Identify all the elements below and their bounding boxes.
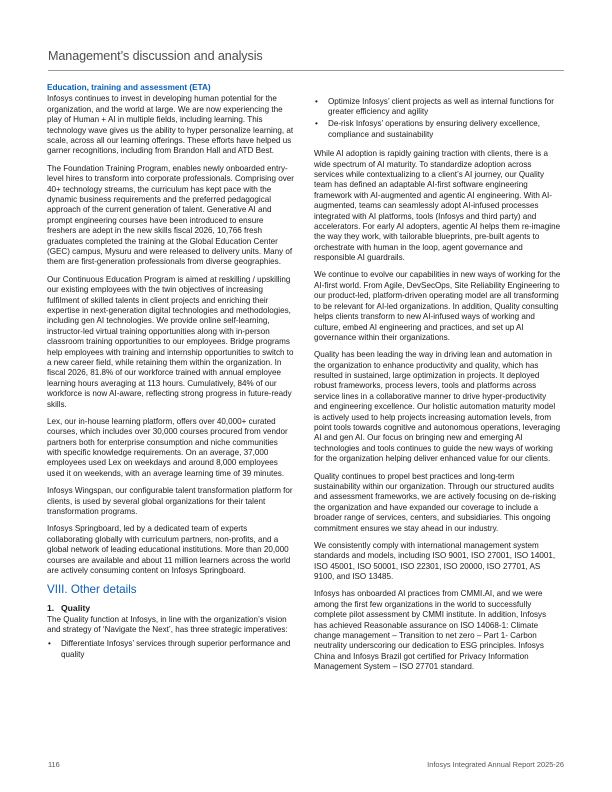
bullet-icon: • bbox=[315, 97, 318, 106]
eta-paragraph: Our Continuous Education Program is aimed at reskilling / upskilling our existing employees with the twin objectives of increasing fulfilment of skilled talents in client projects and enriching their expertise in next-generation digital technologies and methodologies, including gen AI technologies. We provide online self-learning, instructor-led virtual training opportunities along with in-person classroom training opportunities to our employees. Bridge programs help employees with training and internship opportunities to switch to a new career field, while retaining them within the organization. In fiscal 2026, 81.8% of our workforce trained with annual employee learning hours averaging at 113 hours. Cumulatively, 84% of our workforce is now AI-aware, reflecting strong progress in future-ready skills. bbox=[47, 274, 294, 409]
list-item bbox=[314, 97, 561, 118]
right-column bbox=[314, 97, 561, 680]
bullet-text: De-risk Infosys’ operations by ensuring delivery excellence, compliance and sustainability bbox=[328, 119, 541, 139]
eta-paragraph: Infosys continues to invest in developing human potential for the organization, and the world at large. We are now experiencing the play of Human + AI in multiple fields, including learning. This technology wave gives us the ability to hyper personalize learning, at scale, across all our learning offerings. These efforts have helped us garner recognitions, including from Brandon Hall and ATD Best. bbox=[47, 94, 294, 156]
quality-paragraph: We consistently comply with international management system standards and models, including ISO 9001, ISO 27001, ISO 14001, ISO 45001, ISO 50001, ISO 22301, ISO 20000, ISO 27701, AS 9100, and ISO 13485. bbox=[314, 540, 556, 582]
eta-paragraph: Lex, our in-house learning platform, offers over 40,000+ curated courses, which includes over 30,000 courses procured from vendor partners both for enterprise consumption and niche communities with specific knowledge requirements. On an average, 37,000 employees used Lex on weekdays and around 8,000 employees used it on weekends, with an average learning time of 39 minutes. bbox=[47, 416, 288, 478]
quality-heading bbox=[47, 603, 294, 613]
quality-title: Quality bbox=[61, 603, 91, 614]
quality-number: 1. bbox=[47, 603, 55, 614]
list-item bbox=[47, 639, 294, 660]
imperatives-bullet-list bbox=[314, 97, 561, 140]
quality-bullet-list bbox=[47, 639, 294, 660]
quality-paragraph: We continue to evolve our capabilities in new ways of working for the AI-first world. From Agile, DevSecOps, Site Reliability Engineering to our product-led, platform-driven operating model are all transforming to be relevant for AI-led organizations. In addition, Quality consulting helps clients transform to new AI-infused ways of working and culture, embed AI engineering and practices, and set up AI governance within their organizations. bbox=[314, 270, 561, 342]
report-title: Infosys Integrated Annual Report 2025-26 bbox=[427, 760, 564, 769]
left-column bbox=[47, 83, 294, 667]
page-number: 116 bbox=[48, 760, 60, 769]
quality-paragraph: Infosys has onboarded AI practices from CMMI.AI, and we were among the first few organizations in the world to successfully complete pilot assessment by CMMI institute. In addition, Infosys has achieved Reasonable assurance on ISO 14068-1: Climate change management – Transition to net zero – Part 1- Carbon neutrality underscoring our dedication to ESG principles. Infosys China and Infosys Brazil got certified for Privacy Information Management System – ISO 27701 standard. bbox=[314, 589, 547, 672]
section-heading: VIII. Other details bbox=[47, 583, 137, 597]
bullet-text: Optimize Infosys’ client projects as well as internal functions for greater efficiency and agility bbox=[328, 97, 554, 117]
eta-paragraph: The Foundation Training Program, enables newly onboarded entry-level hires to transform into corporate professionals. Comprising over 40+ technology streams, the curriculum has kept pace with the dynamic business requirements and the preferred pedagogical approach of the current generation of talent. Generative AI and prompt engineering courses have been introduced to ensure freshers are adept in the new skills fiscal 2026, 10,766 fresh graduates completed the training at the Global Education Center (GEC) campus, Mysuru and were released to delivery units. Many of them are first-generation professionals from diverse geographies. bbox=[47, 163, 294, 267]
page-header: Management’s discussion and analysis bbox=[48, 49, 263, 63]
bullet-text: Differentiate Infosys’ services through superior performance and quality bbox=[61, 639, 291, 659]
quality-intro: The Quality function at Infosys, in line with the organization’s vision and strategy of ‘Navigate the Next’, has three strategic imperatives: bbox=[47, 614, 288, 635]
bullet-icon: • bbox=[315, 119, 318, 129]
quality-paragraph: While AI adoption is rapidly gaining traction with clients, there is a wide spectrum of AI maturity. To standardize adoption across services while contextualizing to a client’s AI journey, our Quality team has defined an adaptable AI-first software engineering framework with AI-augmented and agentic AI engineering. With AI-augmented, teams can seamlessly adopt AI-infused processes integrated with AI platforms, tools (Infosys and third party) and accelerators. For early AI adopters, agentic AI helps them re-imagine the way they work, with tailorable blueprints, pre-built agents to orchestrate with human in the loop, agent governance and responsible AI guardrails. bbox=[314, 149, 561, 263]
eta-subheading: Education, training and assessment (ETA) bbox=[47, 83, 211, 92]
quality-paragraph: Quality has been leading the way in driving lean and automation in the organization to enhance productivity and quality, which has resulted in sustained, large optimization in projects. It deployed robust frameworks, process levers, tools and platforms across service lines in a collaborative manner to drive hyper-productivity and engineering excellence. Our holistic automation maturity model is actively used to help projects increasing automation levels, from point tools towards cognitive and autonomous operations, leveraging AI and gen AI. Our focus on bringing new and emerging AI technologies and tools continues to guide the new ways of working for the organization helping deliver enhanced value for our clients. bbox=[314, 350, 561, 464]
header-divider bbox=[48, 70, 564, 71]
eta-paragraph: Infosys Wingspan, our configurable talent transformation platform for clients, is used by several global organizations for their talent transformation programs. bbox=[47, 486, 293, 516]
bullet-icon: • bbox=[48, 639, 51, 649]
quality-paragraph: Quality continues to propel best practices and long-term sustainability within our organization. Through our structured audits and assessment frameworks, we are actively focusing on de-risking the organization and have expanded our coverage to include a broader range of services, centers, and subsidiaries. This ongoing commitment ensures we stay ahead in our industry. bbox=[314, 471, 557, 533]
eta-paragraph: Infosys Springboard, led by a dedicated team of experts collaborating globally with curriculum partners, non-profits, and a global network of leading educational institutions. More than 20,000 courses are available and about 11 million learners across the world are actively consuming content on Infosys Springboard. bbox=[47, 524, 291, 575]
page-footer bbox=[48, 760, 564, 769]
list-item bbox=[314, 119, 561, 140]
